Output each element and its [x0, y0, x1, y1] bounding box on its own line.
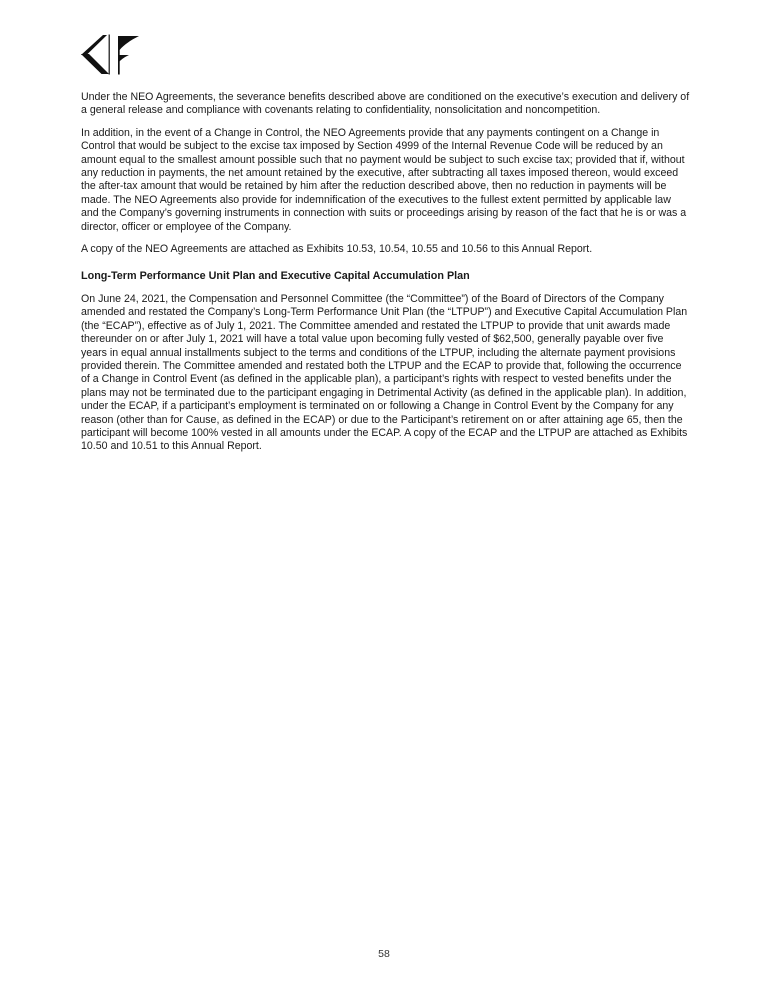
paragraph-neo-exhibits: A copy of the NEO Agreements are attached as Exhibits 10.53, 10.54, 10.55 and 10.56 to this Annual Report.	[81, 243, 593, 256]
document-body	[81, 91, 690, 463]
korn-ferry-logo-icon	[80, 33, 140, 77]
paragraph-ltpup-ecap-details: On June 24, 2021, the Compensation and Personnel Committee (the “Committee”) of the Board of Directors of the Company amended and restated the Company’s Long-Term Performance Unit Plan (the “LTPUP”) and Executive Capital Accumulation Plan (the “ECAP”), effective as of July 1, 2021. The Committee amended and restated the LTPUP to provide that unit awards made thereunder on or after July 1, 2021 will have a total value upon becoming fully vested of $62,500, generally payable over five years in equal annual installments subject to the terms and conditions of the LTPUP, including the alternate payment provisions provided therein. The Committee amended and restated both the LTPUP and the ECAP to provide that, following the occurrence of a Change in Control Event (as defined in the applicable plan), a participant’s rights with respect to vested benefits under the plans may not be terminated due to the participant engaging in Detrimental Activity (as defined in the applicable plan). In addition, under the ECAP, if a participant’s employment is terminated on or following a Change in Control Event by the Company for any reason (other than for Cause, as defined in the ECAP) or due to the Participant’s retirement on or after attaining age 65, then the participant will become 100% vested in all amounts under the ECAP. A copy of the ECAP and the LTPUP are attached as Exhibits 10.50 and 10.51 to this Annual Report.	[81, 292, 688, 453]
page-number: 58	[378, 948, 390, 960]
paragraph-neo-severance-conditions: Under the NEO Agreements, the severance benefits described above are conditioned on the executive’s execution and delivery of a general release and compliance with covenants relating to confidentiality, nonsolicitation and noncompetition.	[81, 91, 690, 117]
section-heading-ltpup-ecap: Long-Term Performance Unit Plan and Executive Capital Accumulation Plan	[81, 270, 470, 283]
page-footer	[0, 948, 768, 960]
paragraph-change-in-control: In addition, in the event of a Change in Control, the NEO Agreements provide that any payments contingent on a Change in Control that would be subject to the excise tax imposed by Section 4999 of the Internal Revenue Code will be reduced by an amount equal to the smallest amount possible such that no payment would be subject to such excise tax; provided that if, without any reduction in payments, the net amount retained by the executive, after subtracting all taxes imposed thereon, would exceed the after-tax amount that would be retained by him after the reduction described above, then no reduction in payments will be made. The NEO Agreements also provide for indemnification of the executives to the fullest extent permitted by applicable law and the Company’s governing instruments in connection with suits or proceedings arising by reason of the fact that he is or was a director, officer or employee of the Company.	[81, 126, 687, 233]
